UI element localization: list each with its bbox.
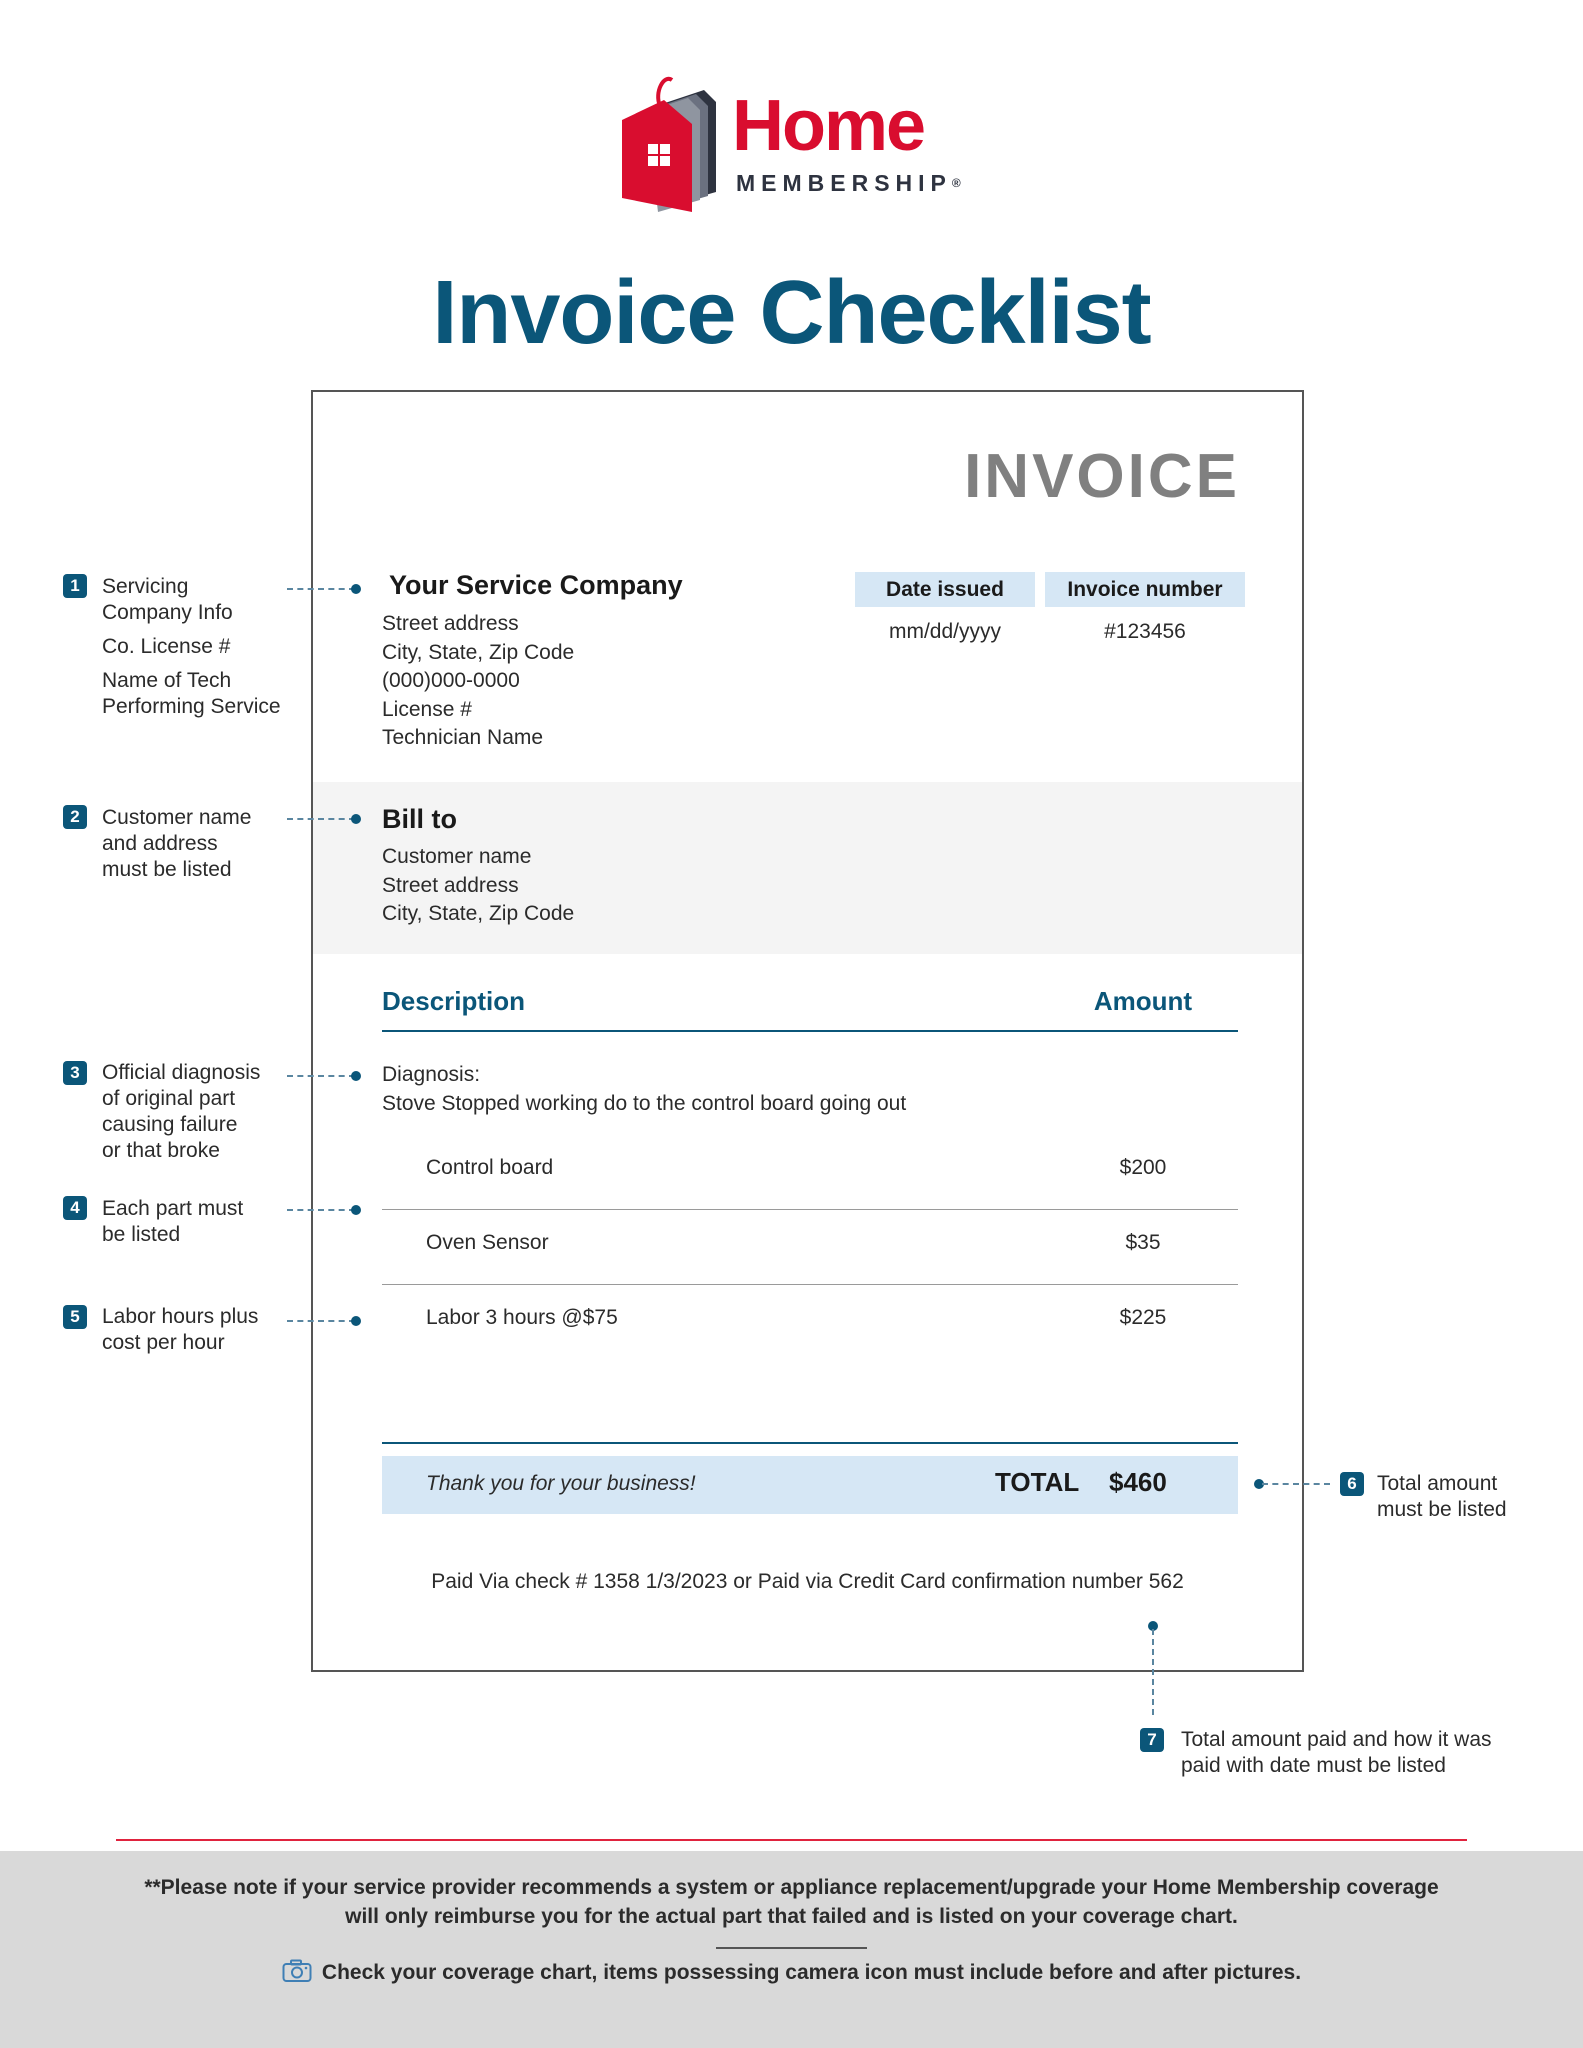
note-line: Total amount: [1377, 1472, 1498, 1495]
annotation-badge-7: 7: [1140, 1728, 1164, 1752]
note-line: must be listed: [102, 858, 232, 881]
note-line: Performing Service: [102, 695, 281, 718]
note-line: Company Info: [102, 601, 233, 624]
line-item-divider: [382, 1284, 1238, 1285]
note-line: must be listed: [1377, 1498, 1507, 1521]
company-line: Technician Name: [382, 726, 544, 749]
total-label: TOTAL: [995, 1467, 1080, 1497]
note-line: Official diagnosis: [102, 1061, 261, 1084]
thank-you-message: Thank you for your business!: [426, 1472, 696, 1495]
note-line: or that broke: [102, 1139, 220, 1162]
diagnosis-label: Diagnosis:: [382, 1063, 481, 1086]
leader-dot: [351, 1316, 361, 1326]
amount-column-header: Amount: [1093, 986, 1193, 1016]
line-item-amount: $35: [1125, 1231, 1161, 1254]
line-item-label: Oven Sensor: [426, 1231, 549, 1254]
annotation-badge-3: 3: [63, 1061, 87, 1085]
leader-line: [1152, 1629, 1154, 1715]
bill-to-line: Customer name: [382, 845, 532, 868]
leader-line: [1262, 1483, 1330, 1485]
invoice-sheet: [311, 390, 1304, 1672]
leader-line: [287, 1075, 355, 1077]
line-item-amount: $200: [1119, 1156, 1167, 1179]
logo-wordmark: Home: [732, 86, 925, 166]
payment-line: Paid Via check # 1358 1/3/2023 or Paid via Credit Card confirmation number 562: [431, 1570, 1184, 1593]
note-line: cost per hour: [102, 1331, 225, 1354]
footer-divider: [116, 1839, 1467, 1841]
home-membership-logo: [620, 72, 980, 212]
company-line: (000)000-0000: [382, 669, 520, 692]
annotation-badge-2: 2: [63, 805, 87, 829]
diagnosis: [382, 1061, 906, 1118]
annotation-note-7: [1181, 1727, 1492, 1779]
footer: [0, 1851, 1583, 2048]
note-line: Name of Tech: [102, 669, 232, 692]
note-line: of original part: [102, 1087, 236, 1110]
total-amount: $460: [1109, 1467, 1167, 1497]
note-line: Servicing: [102, 575, 189, 598]
annotation-badge-5: 5: [63, 1305, 87, 1329]
line-item-label: Labor 3 hours @$75: [426, 1306, 618, 1329]
note-line: Total amount paid and how it was: [1181, 1728, 1492, 1751]
company-line: Street address: [382, 612, 519, 635]
footer-note-line: will only reimburse you for the actual part that failed and is listed on your coverage chart.: [345, 1905, 1238, 1928]
footer-separator: [716, 1947, 867, 1949]
camera-note: [0, 1959, 1583, 1985]
note-line: paid with date must be listed: [1181, 1754, 1446, 1777]
invoice-number-header: Invoice number: [1045, 572, 1245, 607]
annotation-note-1: [102, 574, 281, 720]
company-line: License #: [382, 697, 472, 721]
header-divider: [382, 1030, 1238, 1032]
leader-line: [287, 1320, 355, 1322]
bill-to-line: City, State, Zip Code: [382, 902, 575, 925]
annotation-note-5: [102, 1304, 258, 1356]
invoice-number-value: #123456: [1104, 620, 1186, 643]
leader-dot: [351, 584, 361, 594]
bill-to-details: [382, 843, 574, 929]
total-divider: [382, 1442, 1238, 1444]
bill-to-title: Bill to: [382, 804, 457, 834]
company-details: [382, 610, 574, 753]
annotation-badge-1: 1: [63, 574, 87, 598]
house-tag-icon: [620, 72, 720, 212]
registered-mark: ®: [951, 176, 961, 190]
date-issued-header: Date issued: [855, 572, 1035, 607]
camera-note-text: Check your coverage chart, items possessing camera icon must include before and after pictures.: [321, 1961, 1302, 1984]
note-line: Customer name: [102, 806, 252, 829]
company-line: City, State, Zip Code: [382, 640, 575, 664]
annotation-note-2: [102, 805, 251, 883]
note-line: Each part must: [102, 1197, 244, 1220]
description-column-header: Description: [382, 986, 526, 1016]
logo-subline-text: MEMBERSHIP: [736, 170, 952, 196]
annotation-note-3: [102, 1060, 260, 1164]
leader-line: [287, 1209, 355, 1211]
footer-note: [0, 1873, 1583, 1931]
camera-icon: [282, 1959, 312, 1983]
invoice-heading: INVOICE: [964, 442, 1240, 511]
note-line: causing failure: [102, 1113, 238, 1136]
leader-dot: [351, 814, 361, 824]
logo-subline: [736, 170, 961, 196]
line-item-label: Control board: [426, 1156, 554, 1179]
line-item-amount: $225: [1119, 1306, 1167, 1329]
company-name: Your Service Company: [389, 570, 683, 600]
leader-line: [287, 588, 355, 590]
annotation-badge-6: 6: [1340, 1472, 1364, 1496]
note-line: be listed: [102, 1223, 181, 1246]
note-line: and address: [102, 832, 218, 855]
page-title: Invoice Checklist: [432, 263, 1151, 363]
note-line: Co. License #: [102, 635, 231, 658]
annotation-badge-4: 4: [63, 1196, 87, 1220]
leader-line: [287, 818, 355, 820]
date-issued-value: mm/dd/yyyy: [888, 620, 1001, 643]
annotation-note-6: [1377, 1471, 1507, 1523]
line-item-divider: [382, 1209, 1238, 1210]
annotation-note-4: [102, 1196, 243, 1248]
bill-to-line: Street address: [382, 873, 519, 897]
diagnosis-text: Stove Stopped working do to the control board going out: [382, 1091, 907, 1115]
footer-note-line: **Please note if your service provider recommends a system or appliance replacement/upgrade your Home Membership coverage: [144, 1876, 1439, 1899]
leader-dot: [351, 1071, 361, 1081]
note-line: Labor hours plus: [102, 1305, 259, 1328]
leader-dot: [351, 1205, 361, 1215]
